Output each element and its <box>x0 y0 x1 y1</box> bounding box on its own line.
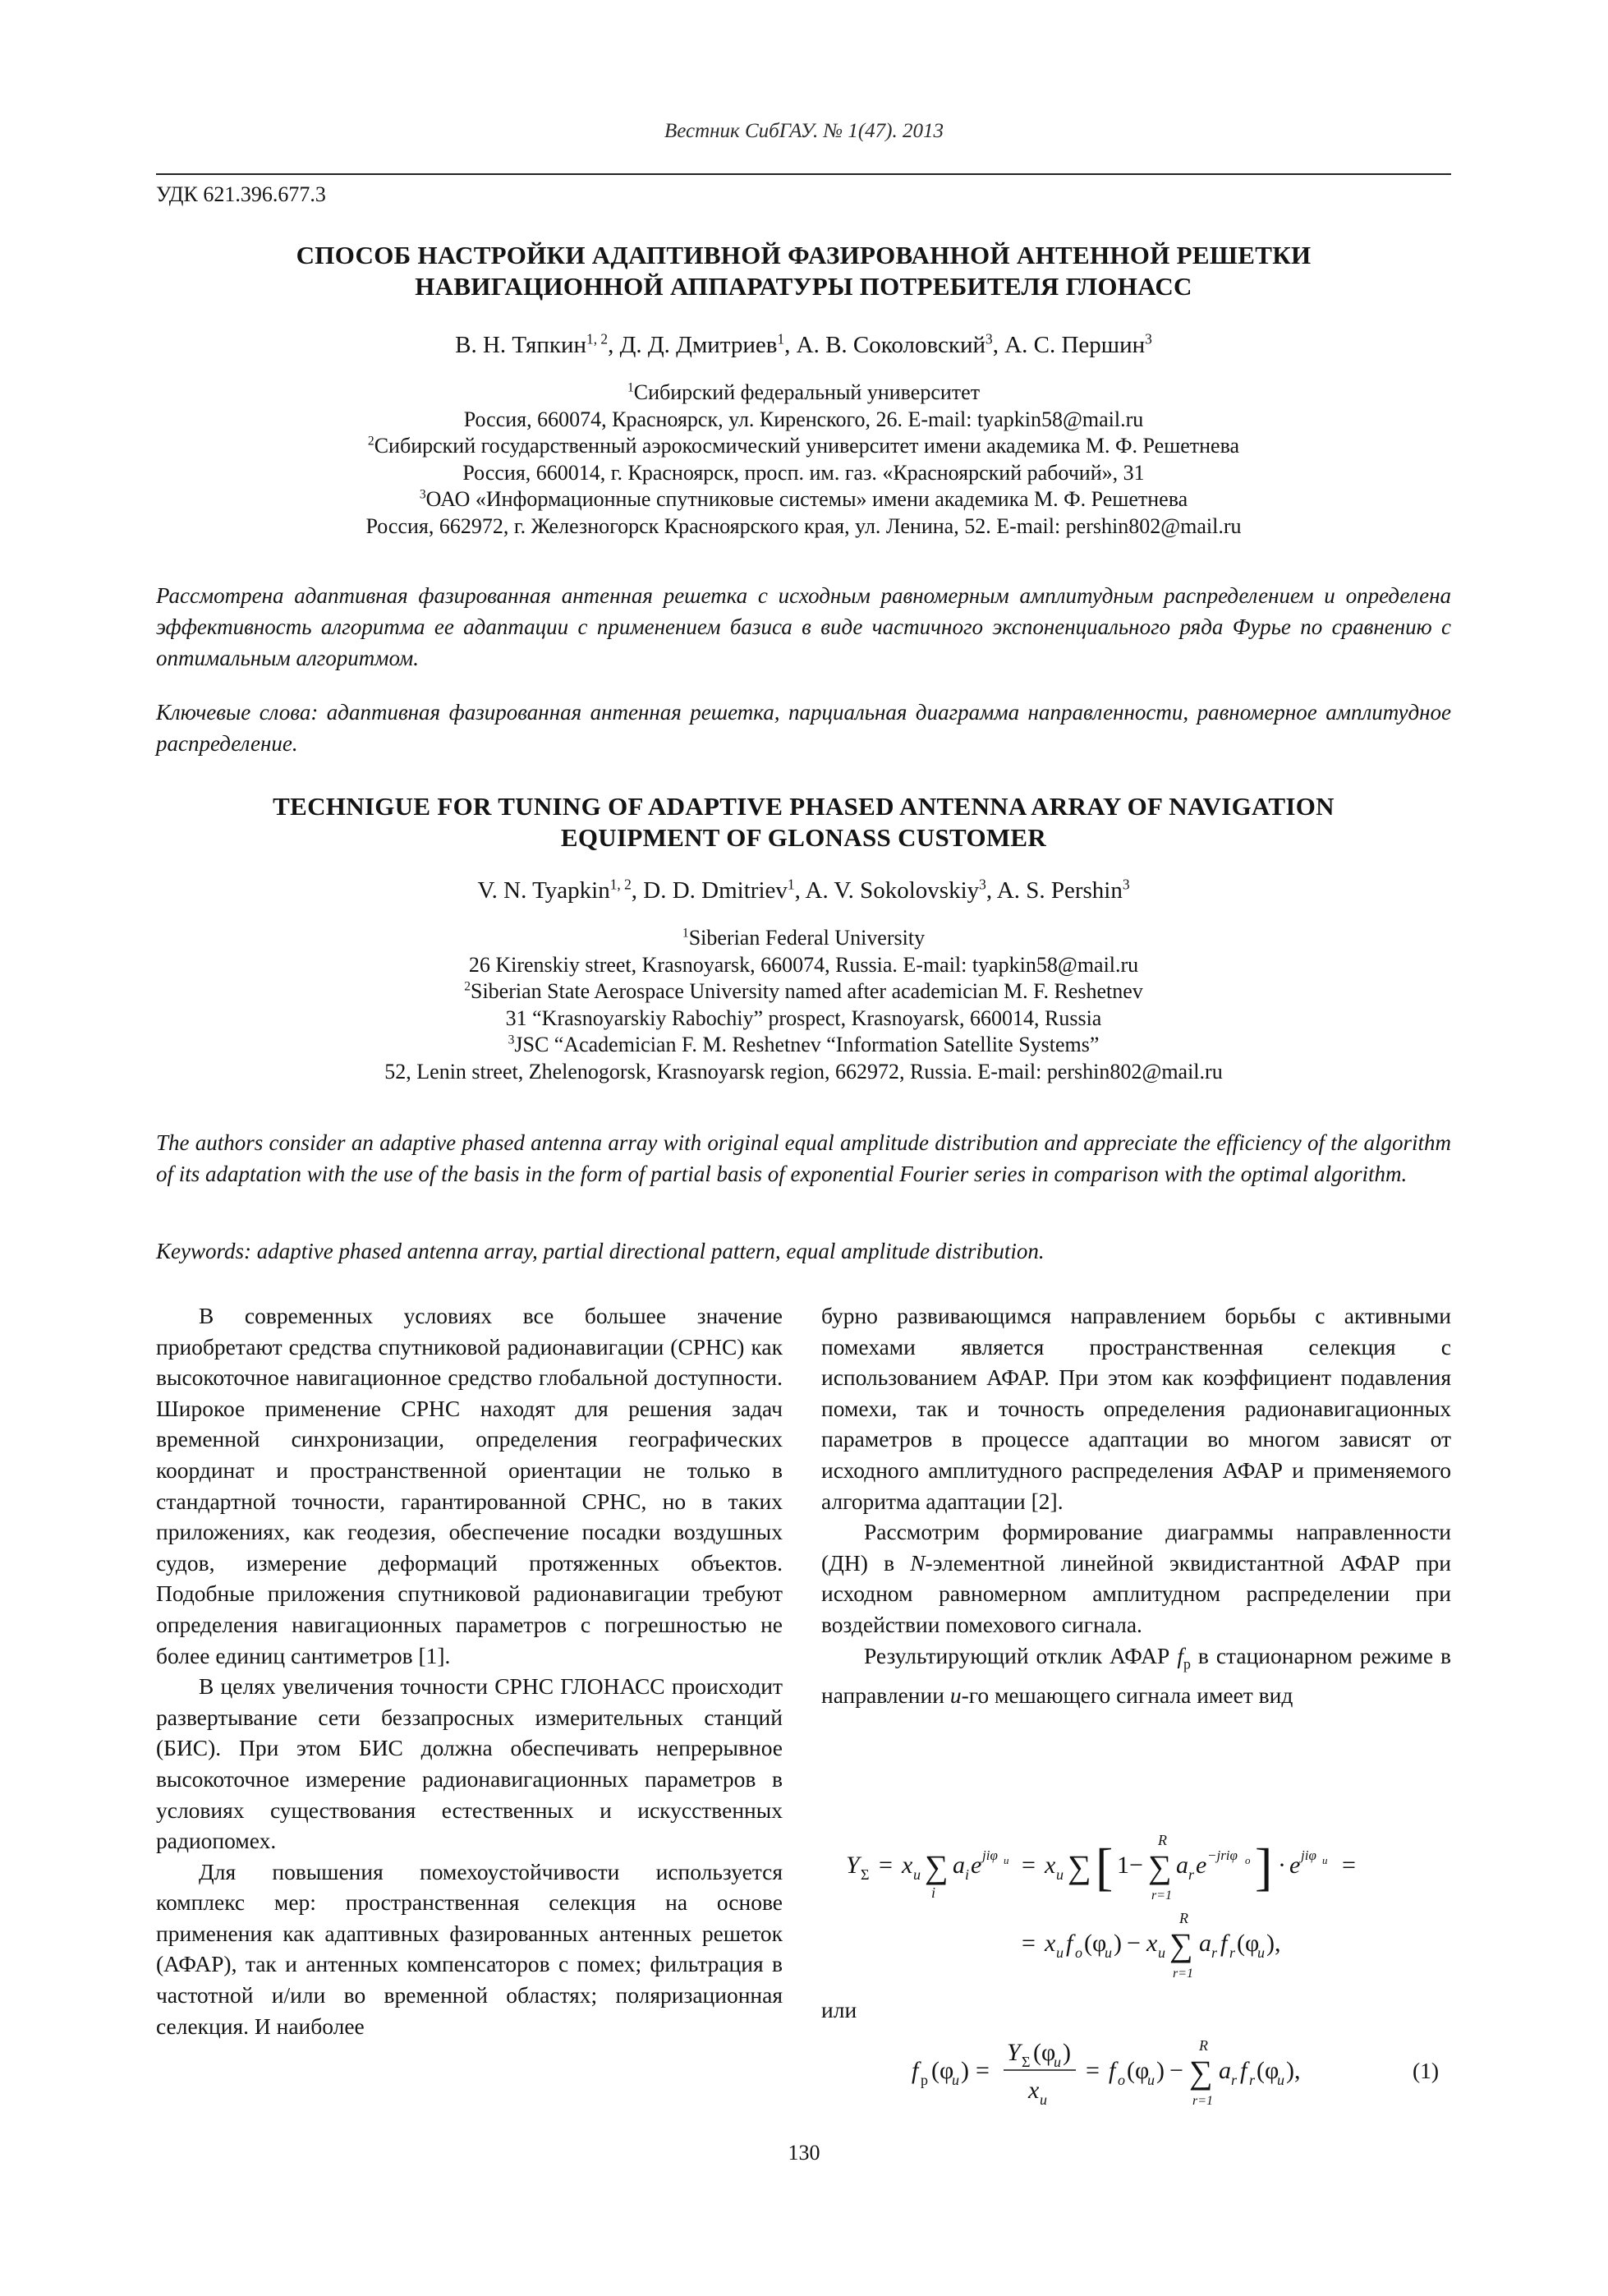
svg-text:∑: ∑ <box>925 1848 949 1885</box>
svg-text:R: R <box>1199 2037 1208 2054</box>
svg-text:),: ), <box>1266 1930 1281 1957</box>
svg-text:i: i <box>965 1866 970 1883</box>
svg-text:r=1: r=1 <box>1173 1967 1194 1981</box>
affiliation-line: Россия, 662972, г. Железногорск Красноярского края, ул. Ленина, 52. E-mail: pershin802@mail.ru <box>365 513 1242 538</box>
svg-text:∑: ∑ <box>1148 1848 1172 1885</box>
udk-code: УДК 621.396.677.3 <box>156 182 326 206</box>
ru-abstract: Рассмотрена адаптивная фазированная антенная решетка с исходным равномерным амплитудным распределением и определена эффективность алгоритма ее адаптации с применением базиса в виде частичного экспоненциального ряда Фурье по сравнению с оптимальным алгоритмом. <box>156 583 1451 670</box>
affiliation-line: Россия, 660074, Красноярск, ул. Киренского, 26. E-mail: tyapkin58@mail.ru <box>463 407 1144 431</box>
svg-text:o: o <box>1118 2072 1125 2088</box>
svg-text:),: ), <box>1286 2057 1301 2084</box>
svg-text:(φ: (φ <box>1127 2057 1150 2084</box>
svg-text:u: u <box>1056 1866 1064 1883</box>
author: A. V. Sokolovskiy$^3$, <box>805 876 997 904</box>
svg-text:]: ] <box>1255 1838 1273 1896</box>
svg-text:R: R <box>1158 1832 1167 1848</box>
svg-text:u: u <box>952 2072 959 2088</box>
page-number: 130 <box>788 2141 820 2165</box>
svg-text:x: x <box>1028 2077 1040 2104</box>
ru-title <box>156 240 1451 302</box>
svg-text:e: e <box>1289 1852 1301 1879</box>
svg-text:f: f <box>1066 1930 1073 1957</box>
body-paragraph: бурно развивающимся направлением борьбы с активными помехами является пространственная селекция с использованием АФАР. При этом как коэффициент подавления помехи, так и точность определения радионавигационных параметров в процессе адаптации во многом зависят от исходного амплитудного распределения АФАР и применяемого алгоритма адаптации [2]. <box>821 1303 1451 1514</box>
svg-text:[: [ <box>1096 1838 1114 1896</box>
affiliation-line: $^3$ОАО «Информационные спутниковые системы» имени академика М. Ф. Решетнева <box>419 487 1188 511</box>
en-authors <box>156 877 1451 904</box>
svg-text:r=1: r=1 <box>1192 2094 1214 2108</box>
svg-text:1−: 1− <box>1117 1852 1143 1879</box>
svg-text:u: u <box>1056 1944 1064 1961</box>
body-paragraph: В целях увеличения точности СРНС ГЛОНАСС происходит развертывание сети беззапросных измерительных станций (БИС). При этом БИС должна обеспечивать непрерывное высокоточное измерение радионавигационных параметров в условиях существования естественных и искусственных радиопомех. <box>156 1673 783 1854</box>
body-right-column <box>821 1300 1451 1710</box>
author: В. Н. Тяпкин$^{1, 2}$, <box>455 330 620 358</box>
en-affiliations <box>156 925 1451 1085</box>
svg-text:(φ: (φ <box>931 2057 954 2084</box>
svg-text:=: = <box>1342 1852 1356 1879</box>
svg-text:): ) <box>961 2057 969 2084</box>
svg-text:e: e <box>1196 1852 1207 1879</box>
author: V. N. Tyapkin$^{1, 2}$, <box>477 876 644 904</box>
affiliation-line: Россия, 660014, г. Красноярск, просп. им. газ. «Красноярский рабочий», 31 <box>462 460 1145 485</box>
svg-text:o: o <box>1245 1854 1251 1866</box>
journal-header: Вестник СибГАУ. № 1(47). 2013 <box>664 120 944 142</box>
svg-text:(φ: (φ <box>1237 1930 1260 1957</box>
svg-text:f: f <box>912 2057 919 2084</box>
svg-text:(φ: (φ <box>1257 2057 1280 2084</box>
svg-text:r: r <box>1229 1944 1236 1961</box>
svg-text:=: = <box>1022 1852 1036 1879</box>
author: А. С. Першин$^3$ <box>1004 330 1152 358</box>
en-title-line1: TECHNIGUE FOR TUNING OF ADAPTIVE PHASED ANTENNA ARRAY OF NAVIGATION <box>273 792 1335 821</box>
svg-text:=: = <box>879 1852 893 1879</box>
svg-text:r: r <box>1188 1866 1195 1883</box>
ru-keywords: Ключевые слова: адаптивная фазированная антенная решетка, парциальная диаграмма направленности, равномерное амплитудное распределение. <box>156 700 1451 756</box>
svg-text:i: i <box>931 1884 936 1901</box>
or-word: или <box>821 1997 857 2022</box>
svg-text:(φ: (φ <box>1084 1930 1107 1957</box>
svg-text:a: a <box>1199 1930 1211 1957</box>
body-paragraph: Результирующий отклик АФАР $f_р$ в стационарном режиме в направлении u-го мешающего сигнала имеет вид <box>821 1642 1452 1708</box>
svg-text:f: f <box>1220 1930 1228 1957</box>
svg-text:r: r <box>1211 1944 1218 1961</box>
svg-text:Σ: Σ <box>1022 2054 1031 2070</box>
svg-text:o: o <box>1075 1944 1082 1961</box>
svg-text:e: e <box>971 1852 982 1879</box>
svg-text:): ) <box>1156 2057 1165 2084</box>
svg-text:R: R <box>1179 1910 1188 1926</box>
svg-text:∑: ∑ <box>1189 2054 1213 2091</box>
svg-text:=: = <box>1086 2057 1100 2084</box>
equation-block <box>821 1807 1454 2136</box>
svg-text:x: x <box>1045 1852 1056 1879</box>
body-paragraph: В современных условиях все большее значение приобретают средства спутниковой радионавигации (СРНС) как высокоточное навигационное средство глобальной доступности. Широкое применение СРНС находят для решения задач временной синхронизации, определения географических координат и пространственной ориентации не только в стандартной точности, гарантированной СРНС, но в таких приложениях, как геодезия, обеспечение посадки воздушных судов, измерение деформаций протяженных объектов. Подобные приложения спутниковой радионавигации требуют определения навигационных параметров с погрешностью не более единиц сантиметров [1]. <box>156 1303 783 1668</box>
svg-text:Σ: Σ <box>861 1866 870 1883</box>
svg-text:р: р <box>921 2072 928 2088</box>
author: A. S. Pershin$^3$ <box>996 876 1130 904</box>
affiliation-line: 31 “Krasnoyarskiy Rabochiy” prospect, Krasnoyarsk, 660014, Russia <box>505 1005 1102 1030</box>
header-rule <box>156 173 1451 175</box>
en-title-line2: EQUIPMENT OF GLONASS CUSTOMER <box>560 823 1047 852</box>
svg-text:∑: ∑ <box>1169 1926 1193 1963</box>
affiliation-line: $^1$Сибирский федеральный университет <box>627 380 981 404</box>
svg-text:r: r <box>1249 2072 1256 2088</box>
svg-text:Y: Y <box>846 1852 860 1879</box>
en-abstract: The authors consider an adaptive phased antenna array with original equal amplitude distribution and appreciate the efficiency of the algorithm of its adaptation with the use of the basis in the form of partial basis of exponential Fourier series in comparison with the optimal algorithm. <box>156 1130 1451 1186</box>
svg-text:u: u <box>913 1866 921 1883</box>
author: Д. Д. Дмитриев$^1$, <box>619 330 797 358</box>
svg-text:u: u <box>1105 1944 1112 1961</box>
svg-text:f: f <box>1109 2057 1116 2084</box>
svg-text:u: u <box>1257 1944 1265 1961</box>
svg-text:−jriφ: −jriφ <box>1207 1847 1238 1863</box>
svg-text:u: u <box>1040 2091 1047 2108</box>
equation-number: (1) <box>1413 2058 1440 2083</box>
svg-text:a: a <box>1176 1852 1188 1879</box>
affiliation-line: $^2$Siberian State Aerospace University named after academician M. F. Reshetnev <box>464 979 1143 1003</box>
svg-text:Y: Y <box>1007 2039 1021 2066</box>
svg-text:u: u <box>1277 2072 1284 2088</box>
author: D. D. Dmitriev$^1$, <box>643 876 806 904</box>
affiliation-line: 52, Lenin street, Zhelenogorsk, Krasnoyarsk region, 662972, Russia. E-mail: pershin802@mail.ru <box>384 1059 1223 1084</box>
svg-text:u: u <box>1322 1854 1328 1866</box>
svg-text:∑: ∑ <box>1068 1848 1091 1885</box>
svg-text:u: u <box>1147 2072 1155 2088</box>
author: А. В. Соколовский$^3$, <box>796 330 1005 358</box>
svg-text:r=1: r=1 <box>1151 1889 1173 1903</box>
svg-text:u: u <box>1158 1944 1165 1961</box>
svg-text:=: = <box>1022 1930 1036 1957</box>
svg-text:jiφ: jiφ <box>982 1847 998 1863</box>
ru-title-line2: НАВИГАЦИОННОЙ АППАРАТУРЫ ПОТРЕБИТЕЛЯ ГЛОНАСС <box>415 272 1192 301</box>
affiliation-line: $^2$Сибирский государственный аэрокосмический университет имени академика М. Ф. Решетнева <box>367 434 1240 458</box>
svg-text:u: u <box>1004 1854 1009 1866</box>
ru-title-line1: СПОСОБ НАСТРОЙКИ АДАПТИВНОЙ ФАЗИРОВАННОЙ АНТЕННОЙ РЕШЕТКИ <box>296 241 1312 269</box>
svg-text:f: f <box>1240 2057 1247 2084</box>
affiliation-line: $^1$Siberian Federal University <box>682 926 926 950</box>
svg-text:a: a <box>953 1852 965 1879</box>
body-paragraph: Рассмотрим формирование диаграммы направленности (ДН) в N-элементной линейной эквидистантной АФАР при исходном равномерном амплитудном распределении при воздействии помехового сигнала. <box>821 1519 1451 1637</box>
svg-text:r: r <box>1231 2072 1238 2088</box>
svg-text:·: · <box>1278 1852 1286 1879</box>
svg-text:−: − <box>1169 2057 1183 2084</box>
svg-text:x: x <box>1045 1930 1056 1957</box>
svg-text:(φ: (φ <box>1033 2039 1056 2066</box>
svg-text:u: u <box>1054 2054 1061 2070</box>
svg-text:jiφ: jiφ <box>1301 1847 1316 1863</box>
affiliation-line: 26 Kirenskiy street, Krasnoyarsk, 660074, Russia. E-mail: tyapkin58@mail.ru <box>468 952 1139 977</box>
svg-text:): ) <box>1063 2039 1071 2066</box>
ru-authors <box>156 332 1451 359</box>
body-paragraph: Для повышения помехоустойчивости используется комплекс мер: пространственная селекция на основе применения как адаптивных фазированных антенных решеток (АФАР), так и антенных компенсаторов с помех; фильтрация в частотной и/или во временной областях; поляризационная селекция. И наиболее <box>156 1858 783 2039</box>
body-left-column <box>156 1300 783 2041</box>
en-keywords: Keywords: adaptive phased antenna array, partial directional pattern, equal amplitude distribution. <box>156 1239 1045 1263</box>
ru-affiliations <box>156 380 1451 540</box>
svg-text:): ) <box>1114 1930 1122 1957</box>
en-title <box>156 791 1451 854</box>
svg-text:a: a <box>1219 2057 1231 2084</box>
affiliation-line: $^3$JSC “Academician F. M. Reshetnev “Information Satellite Systems” <box>508 1033 1100 1056</box>
svg-text:x: x <box>902 1852 913 1879</box>
svg-text:x: x <box>1146 1930 1158 1957</box>
svg-text:=: = <box>976 2057 990 2084</box>
svg-text:−: − <box>1127 1930 1141 1957</box>
